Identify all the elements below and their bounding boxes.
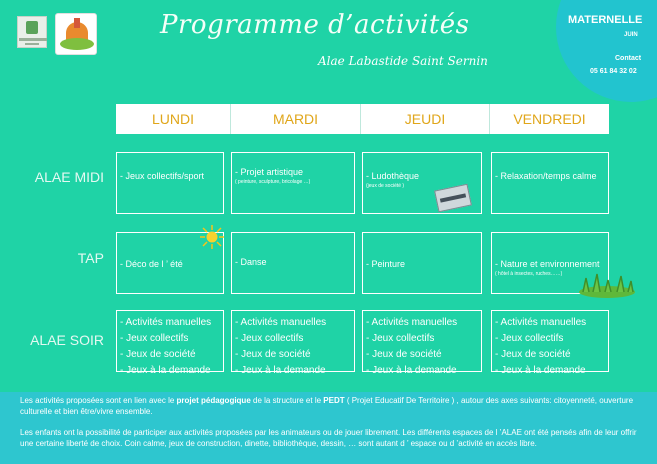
cell-soir-lundi (116, 310, 224, 376)
cell-tap-mardi (231, 232, 355, 294)
footer-paragraph-2: Les enfants ont la possibilité de participer aux activités proposées par les animateurs ou de jouer librement. Les différents espaces de l ’ALAE ont été pensés afin de leur offrir une certaine liberté de choix. Coin calme, jeux de construction, dinette, bibliothèque, dessin, … sont autant d ’ espace ou d ’activité en accès libre. (20, 428, 637, 448)
cell-soir-jeudi (362, 310, 482, 376)
list-item: - Jeux à la demande (495, 365, 586, 376)
contact-label: Contact (615, 55, 642, 62)
cell-soir-vendredi (491, 310, 609, 376)
grass-icon (577, 268, 637, 298)
row-label-alae-soir: ALAE SOIR (30, 332, 104, 348)
list-item: - Jeux collectifs (120, 333, 189, 344)
alae-logo (55, 13, 97, 55)
activity-text: - Peinture (366, 259, 406, 269)
footer-info (0, 392, 657, 464)
list-item: - Activités manuelles (366, 317, 458, 328)
list-item: - Jeux à la demande (235, 365, 326, 376)
list-item: - Activités manuelles (495, 317, 587, 328)
footer-highlight: projet pédagogique (176, 396, 251, 405)
list-item: - Activités manuelles (235, 317, 327, 328)
footer-highlight: PEDT (323, 396, 345, 405)
row-label-tap: TAP (77, 250, 104, 266)
activity-text: - Déco de l ’ été (120, 259, 183, 269)
cell-tap-jeudi (362, 232, 482, 294)
day-header-mardi: MARDI (230, 104, 360, 134)
cell-soir-mardi (231, 310, 355, 376)
activity-note: ( hôtel à insectes, ruches……) (495, 271, 563, 277)
list-item: - Jeux collectifs (495, 333, 564, 344)
page-title: Programme d’activités (160, 10, 470, 40)
activity-text: - Danse (235, 257, 267, 267)
activity-text: - Jeux collectifs/sport (120, 171, 205, 181)
day-header-vendredi: VENDREDI (489, 104, 609, 134)
footer-text: Les activités proposées sont en lien avec le (20, 396, 177, 405)
phone-number: 05 61 84 32 02 (590, 68, 637, 75)
day-header-jeudi: JEUDI (360, 104, 489, 134)
page-subtitle: Alae Labastide Saint Sernin (318, 54, 488, 68)
cell-midi-mardi (231, 152, 355, 214)
list-item: - Jeux à la demande (120, 365, 211, 376)
list-item: - Jeux collectifs (366, 333, 435, 344)
activity-text: - Projet artistique (235, 167, 304, 177)
activity-text: - Relaxation/temps calme (495, 171, 597, 181)
cell-midi-lundi (116, 152, 224, 214)
footer-text: ( Projet Educatif De Territoire ) , autour des axes suivants: citoyenneté, ouverture culturelle et bien être/vivre ensemble. (20, 396, 634, 416)
list-item: - Jeux de société (235, 349, 311, 360)
list-item: - Jeux de société (366, 349, 442, 360)
activity-text: - Nature et environnement (495, 259, 600, 269)
cell-midi-vendredi (491, 152, 609, 214)
list-item: - Jeux de société (495, 349, 571, 360)
month-label: JUIN (624, 32, 638, 38)
list-item: - Activités manuelles (120, 317, 212, 328)
list-item: - Jeux collectifs (235, 333, 304, 344)
list-item: - Jeux à la demande (366, 365, 457, 376)
row-label-alae-midi: ALAE MIDI (34, 169, 104, 185)
footer-text: de la structure et le (250, 396, 324, 405)
footer-paragraph-1 (20, 395, 637, 417)
day-header-lundi: LUNDI (116, 104, 230, 134)
mairie-logo (17, 16, 47, 48)
activity-note: ( peinture, sculpture, bricolage …) (235, 179, 311, 185)
sun-icon (200, 225, 224, 249)
activity-note: (jeux de société ) (366, 183, 405, 189)
level-label: MATERNELLE (568, 14, 643, 26)
activity-text: - Ludothèque (366, 171, 420, 181)
list-item: - Jeux de société (120, 349, 196, 360)
